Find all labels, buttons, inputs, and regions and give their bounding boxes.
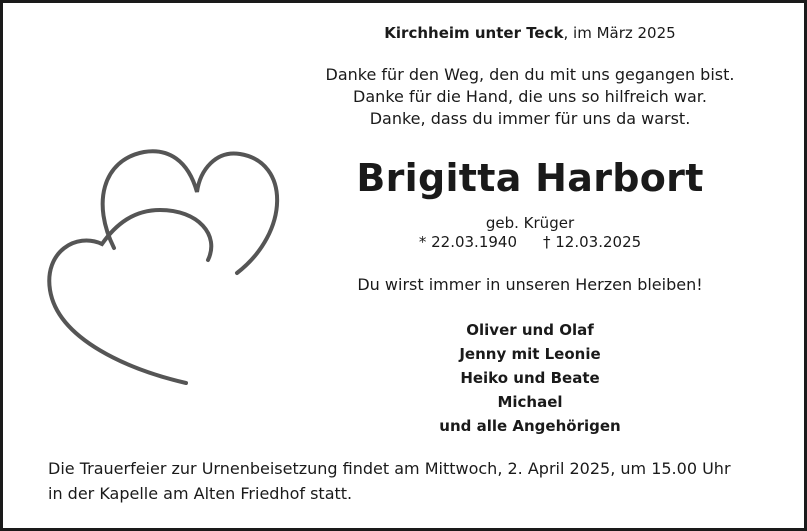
poem [300, 64, 760, 130]
mourner: Michael [497, 393, 563, 411]
deceased-name: Brigitta Harbort [356, 156, 704, 200]
service-line: in der Kapelle am Alten Friedhof statt. [48, 484, 353, 503]
date: , im März 2025 [563, 24, 676, 42]
place: Kirchheim unter Teck [384, 24, 564, 42]
mourner: und alle Angehörigen [439, 417, 621, 435]
life-dates [300, 233, 760, 251]
death-date: † 12.03.2025 [543, 233, 642, 251]
large-heart [103, 151, 277, 273]
birth-date: * 22.03.1940 [418, 233, 517, 251]
maiden-name: geb. Krüger [485, 214, 575, 232]
place-date-line [300, 24, 760, 42]
poem-line: Danke für den Weg, den du mit uns gegangen bist. [325, 65, 735, 84]
mourner: Jenny mit Leonie [459, 345, 601, 363]
motto: Du wirst immer in unseren Herzen bleiben! [357, 275, 703, 294]
two-hearts-icon [40, 140, 300, 400]
poem-line: Danke, dass du immer für uns da warst. [369, 109, 691, 128]
service-line: Die Trauerfeier zur Urnenbeisetzung findet am Mittwoch, 2. April 2025, um 15.00 Uhr [48, 459, 731, 478]
small-heart [49, 210, 211, 383]
mourner: Oliver und Olaf [466, 321, 594, 339]
mourners-list [300, 318, 760, 438]
mourner: Heiko und Beate [460, 369, 600, 387]
poem-line: Danke für die Hand, die uns so hilfreich war. [353, 87, 707, 106]
service-notice [48, 456, 731, 506]
